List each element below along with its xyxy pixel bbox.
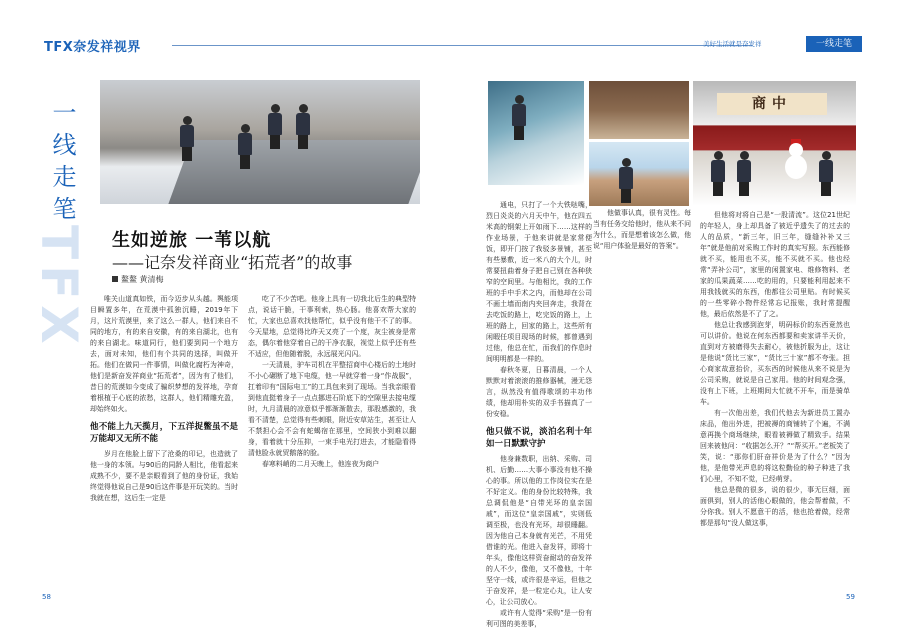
paragraph: 但他将对将自己是“一股清流”。这位21世纪的年轻人，身上却具备了被近乎遗失了的过去的人的品质，“新三年，旧三年，缝缝补补又三年”就是他前对采购工作时的真实写照。东西能修就不买，能用也不买，能不买就不买。他也经常“弄补公司”，家里的闲置家电、维修物料、老家的瓜果蔬菜……吃的用的，只要能利用起来不用我钱就买的东西，他都往公司里贴。有时候买的一些零碎小物件经常忘记报账，我时常提醒他，最后依然是不了了之。 bbox=[700, 211, 850, 318]
paragraph: 他总是微的很多，说的很少，事无巨细，面面俱到，别人的活他心眼做的，他会帮着做，不分你我。别人不愿意干的活，他也抢着做，经常都是那句“没人做这事， bbox=[700, 486, 850, 527]
paragraph: 岁月在他脸上留下了沧桑的印记，也造就了他一身的本领。与90后的同龄人相比，他看起来成熟不少，要不是亲眼看到了他的身份证，我始终觉得他说自己是90后这件事是开玩笑的。当时我就在想，这后生一定是 bbox=[90, 450, 238, 502]
section-heading: 他只做不说，淡泊名利十年如一日默默守护 bbox=[486, 427, 592, 449]
snow-clearing-photo bbox=[100, 80, 420, 204]
road-shape bbox=[168, 140, 420, 204]
watering-photo bbox=[488, 81, 584, 185]
magazine-logo: TFX奈发祥视界 bbox=[44, 40, 141, 55]
paragraph: 春秋冬夏，日暮清晨，一个人默默对着滚滚的推修器械，漫无怨言，纵然没有值得歌颂的丰功伟绩，他却用朴实的双手书描真了一份安稳。 bbox=[486, 366, 592, 418]
tree-planting-photo bbox=[589, 142, 689, 206]
article-column-4 bbox=[593, 208, 691, 252]
paragraph: 或许有人觉得“采购”是一份有利可图的美差事， bbox=[486, 609, 592, 628]
side-section-title: 一线走笔 bbox=[48, 100, 76, 228]
snowman-body bbox=[785, 155, 807, 179]
paragraph: 通电，只打了一个大铁哒嘴，烈日炎炎的六月天中午，他在四五米高的钢架上开如雨下……这样的作业场景，于他来讲就是家常便饭，即开门按了我驳多景铺，甚至有些暴敷，近一米八的大个儿，时常要扭曲着身子把自己别在各种狭窄的空间里。与他相比，我的工作班的手中手术之内，而他却在公司不画土墙而南内夹回奔走，我背在去吃饭的路上，吃完饭的路上，上班的路上，回家的路上，这些所有闲暇任项目现场的时候，都曾遇到过他，他总在忙，而我们的作息时间明明都是一样的。 bbox=[486, 201, 592, 363]
worker-figure bbox=[268, 104, 282, 149]
paragraph: 他做事认真，很有灵性。每当有任务交给他时，他从来不问为什么，而是想着该怎么做，他说“用户体验是最好的答案”。 bbox=[593, 209, 691, 250]
article-column-1 bbox=[90, 294, 238, 504]
shop-sign: 商中 bbox=[717, 93, 827, 115]
worker-figure bbox=[619, 158, 633, 203]
article-title: 生如逆旅 一苇以航 bbox=[112, 230, 272, 251]
paragraph: 春寒料峭的二月天晚上，他连夜为商户 bbox=[262, 460, 380, 468]
section-tag: 一线走笔 bbox=[806, 36, 862, 52]
paragraph: 有一次他出差，我们代他去为新进员工置办床品，他出外进，把被褥的商铺转了个遍，不满意再换个商场继续，眼看被褥做了精致手。结果回来被他问：“收据怎么开？”“帮买开。”老板笑了笑，说：“那你们肝奋祥价是为了什么？”因为他，是他带光声息的将这粒勤俭的种子种进了我们心里，不知不觉，已经萌芽。 bbox=[700, 409, 850, 483]
worker-figure bbox=[737, 151, 751, 196]
storefront-photo bbox=[693, 81, 856, 206]
header-divider bbox=[172, 45, 752, 46]
article-subtitle: ——记奈发祥商业“拓荒者”的故事 bbox=[112, 253, 353, 272]
paragraph: 唯关山道真如铁，而今迈步从头越。舆能项目瞬置多年，在荒漠中孤独沉睡，2019年下月，这片荒漠里，来了这么一群人，他们来自不同的地方，有的来自安徽，有的来自湖北，也有的来自湖北。味道同行，他们要到同一个地方去，面对未知，他们有个共同的选择，叫做开拓。他们在做同一件事情，叫做化腐朽为神奇，他们是新奋发祥商业“拓荒者”，因为有了他们，昔日的荒漠如今变成了骗织梦想的发祥地，孕育着根植于心底的浓愁，这群人，他们精雕充盈，却始终如火。 bbox=[90, 295, 238, 413]
side-watermark: TFX bbox=[30, 225, 88, 350]
header-subtitle: 美好生活就是奋发祥 bbox=[703, 40, 762, 48]
article-column-3 bbox=[486, 200, 592, 630]
worker-figure bbox=[711, 151, 725, 196]
section-heading: 他不能上九天揽月，下五洋捉鳖虽不是万能却又无所不能 bbox=[90, 422, 238, 444]
repair-photo bbox=[589, 81, 689, 139]
worker-figure bbox=[180, 116, 194, 161]
article-column-5 bbox=[700, 210, 850, 529]
worker-figure bbox=[296, 104, 310, 149]
paragraph: 他身兼数职，出纳、采购、司机、后勤……大事小事没有他不操心的事。所以他的工作岗位实在是不好定义。他的身份比较特殊，我总调侃他是“自带光环的皇亲国戚”，而这位“皇亲国戚”，实则低调至极，也没有光环，却很睡翻。因为他自己本身就有光芒，不用凭借谁的光。他进入奋发祥，即将十年头，像他这样资奋耐动的奋发祥的人不少，像他，又不像他，十年坚守一线，或许很是辛运，但他之于奋发祥，是一粒定心丸，让人安心，让公司放心。 bbox=[486, 455, 592, 606]
paragraph: 吃了不少苦吧。他身上具有一切我北后生的典型特点，说话干脆，干事利索，热心肠。他喜欢帮大家的忙，大家也总喜欢找他帮忙，似乎没有他干不了的事。今天屋地，总觉得比昨天又亮了一个度，灰尘被身是常态，偶尔着他穿着自己的干净衣服，视觉上似乎还有些不适应，但他随着脱，永远展光闪闪。 bbox=[248, 295, 416, 358]
byline-text: 鳌鳌 黄清梅 bbox=[121, 275, 164, 284]
article-column-2 bbox=[248, 294, 416, 470]
article-byline bbox=[112, 274, 164, 285]
paragraph: 他总让我感到泡芽，明码标价的东西竟然也可以讲价。他说在何东西都要和卖家讲半天价，直到对方被磨得失去耐心，被他折服为止，这让是他说“货比三家”，“货比三十家”都不夸张。担心商家故意抬价，买东西的时候他从来不说是为公司采购，就说是自己家用。他的时间观念强，没有上下班，上班期间大忙就不开车，而是骑单车。 bbox=[700, 321, 850, 406]
paragraph: 一天清晨，驴车司机在平整招商中心楼后的土地时不小心碾断了地下电缆，他一早就穿着一身“作战服”，扛着印有“国际电工”的工具包来到了现场。当我亲眼看到他直挺着身子一点点挪进石阶底下的空隙里去接电缆时，九月清晨的凉意似乎都渐渐散去，那股感激的，我看不清楚，总觉得有些刺眼，附近安草站生，甚至让人不禁担心会不会有蛇蝎宿在那里，空间狭小到难以翻身，看着就十分压抑，一束手电光打进去，才能隐看得清他脸永就贸鹅落的脸。 bbox=[248, 361, 416, 457]
byline-square-icon bbox=[112, 276, 118, 282]
worker-figure bbox=[819, 151, 833, 196]
page-number-left: 58 bbox=[42, 593, 51, 601]
page-number-right: 59 bbox=[846, 593, 855, 601]
worker-figure bbox=[512, 95, 526, 140]
worker-figure bbox=[238, 124, 252, 169]
